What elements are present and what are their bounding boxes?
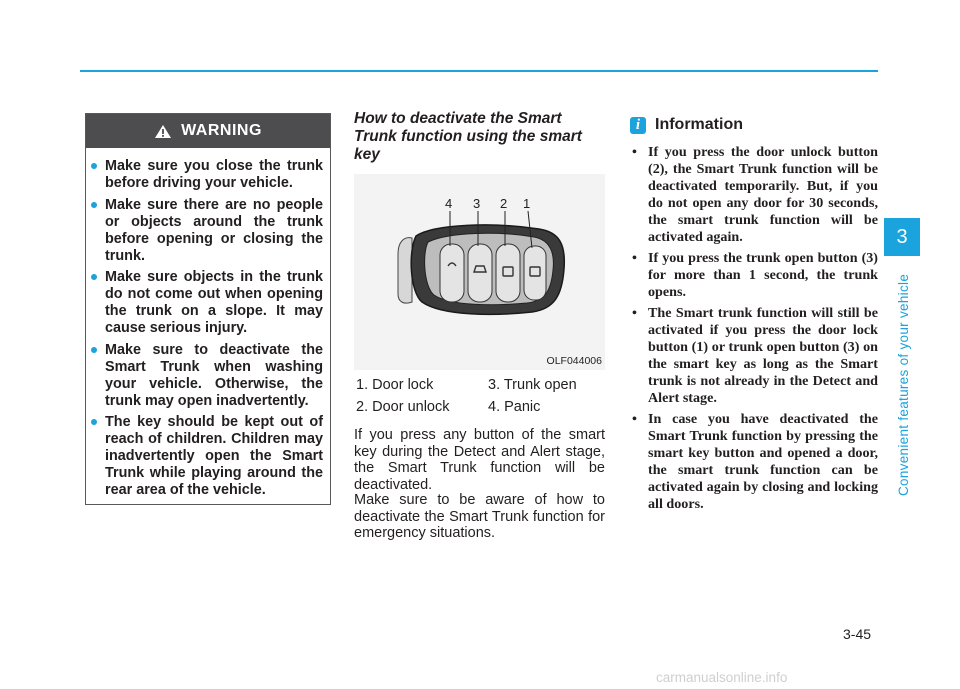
bullet-icon: • <box>632 411 637 427</box>
body-paragraph: Make sure to be aware of how to deactivate the Smart Trunk function for emergency situations. <box>354 492 605 541</box>
figure-code: OLF044006 <box>546 355 602 367</box>
legend-trunk-open: 3. Trunk open <box>488 377 577 393</box>
warning-list <box>86 148 330 499</box>
warning-header <box>86 114 330 148</box>
warning-title: WARNING <box>181 122 262 139</box>
warning-item: Make sure you close the trunk before driving your vehicle. <box>105 158 323 192</box>
figure-legend <box>356 376 606 420</box>
information-header <box>630 116 743 134</box>
bullet-icon: • <box>632 144 637 160</box>
bullet-icon <box>91 274 97 280</box>
legend-row <box>356 376 606 395</box>
warning-box <box>85 113 331 505</box>
page-number: 3-45 <box>843 626 872 642</box>
information-item: • In case you have deactivated the Smart Trunk function by pressing the smart key button and opened a door, the smart trunk function can be activated again by closing and locking all doors. <box>632 411 878 512</box>
bullet-icon <box>91 347 97 353</box>
watermark: carmanualsonline.info <box>656 670 788 685</box>
bullet-icon: • <box>632 250 637 266</box>
chapter-tab[interactable]: 3 <box>884 218 920 256</box>
information-item: • If you press the door unlock button (2), the Smart Trunk function will be deactivated temporarily. But, if you do not open any door for 30 seconds, the smart trunk function will be activated again. <box>632 144 878 245</box>
information-item: • The Smart trunk function will still be activated if you press the door lock button (1) or trunk open button (3) on the smart key as long as the Smart trunk is not already in the Detect and Alert stage. <box>632 305 878 406</box>
warning-item: Make sure there are no people or objects around the trunk before opening or closing the trunk. <box>105 197 323 265</box>
bullet-icon <box>91 163 97 169</box>
smart-key-illustration <box>354 174 605 370</box>
callout-door-lock: 1 <box>523 196 531 211</box>
chapter-title: Convenient features of your vehicle <box>896 273 911 496</box>
bullet-icon: • <box>632 305 637 321</box>
bullet-icon <box>91 202 97 208</box>
warning-item: Make sure objects in the trunk do not come out when opening the trunk on a slope. It may cause serious injury. <box>105 269 323 337</box>
legend-row <box>356 398 606 417</box>
callout-panic: 4 <box>445 196 453 211</box>
callout-trunk-open: 3 <box>473 196 481 211</box>
body-paragraph: If you press any button of the smart key during the Detect and Alert stage, the Smart Trunk function will be deactivated. <box>354 427 605 493</box>
smart-key-figure <box>354 174 605 370</box>
legend-door-lock: 1. Door lock <box>356 377 434 393</box>
information-item: • If you press the trunk open button (3) for more than 1 second, the trunk opens. <box>632 250 878 300</box>
header-rule <box>80 70 878 72</box>
warning-item: The key should be kept out of reach of children. Children may inadvertently open the Smart Trunk while playing around the rear area of the vehicle. <box>105 414 323 499</box>
warning-triangle-icon <box>154 124 172 139</box>
information-icon: i <box>630 117 646 134</box>
warning-item: Make sure to deactivate the Smart Trunk when washing your vehicle. Otherwise, the trunk may open inadvertently. <box>105 342 323 410</box>
information-list <box>630 144 878 517</box>
bullet-icon <box>91 419 97 425</box>
legend-panic: 4. Panic <box>488 399 541 415</box>
section-heading: How to deactivate the Smart Trunk function using the smart key <box>354 110 582 163</box>
callout-door-unlock: 2 <box>500 196 508 211</box>
information-title: Information <box>655 116 743 133</box>
legend-door-unlock: 2. Door unlock <box>356 399 450 415</box>
